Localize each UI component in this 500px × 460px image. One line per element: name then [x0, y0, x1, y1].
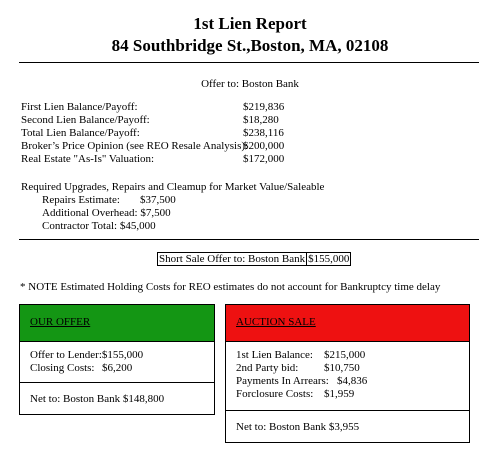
auction-sale-panel: [225, 304, 470, 443]
balance-label: Broker’s Price Opinion (see REO Resale Analysis):: [21, 140, 249, 152]
auction-row-label: 2nd Party bid:: [236, 362, 299, 374]
contractor-line: Contractor Total: $45,000: [42, 220, 156, 232]
auction-row-value: $4,836: [337, 375, 368, 387]
our-offer-net: Net to: Boston Bank $148,800: [30, 393, 165, 405]
repairs-value: $37,500: [140, 194, 176, 206]
auction-row-label: Payments In Arrears:: [236, 375, 329, 387]
auction-net: Net to: Boston Bank $3,955: [236, 421, 360, 433]
auction-row-label: 1st Lien Balance:: [236, 349, 313, 361]
our-offer-panel: [19, 304, 215, 415]
balance-label: Total Lien Balance/Payoff:: [21, 127, 140, 139]
offer-to-lender: Offer to Lender:$155,000: [30, 349, 144, 361]
panel-divider: [226, 410, 469, 411]
report-title: 1st Lien Report: [193, 14, 307, 33]
balance-value: $238,116: [243, 127, 284, 139]
balance-value: $200,000: [243, 140, 285, 152]
auction-sale-header: [226, 305, 469, 342]
overhead-line: Additional Overhead: $7,500: [42, 207, 171, 219]
divider: [19, 62, 479, 63]
offer-to-line: Offer to: Boston Bank: [201, 78, 299, 90]
upgrades-heading: Required Upgrades, Repairs and Cleamup for Market Value/Saleable: [21, 181, 325, 193]
auction-sale-title: AUCTION SALE: [236, 316, 316, 328]
closing-costs-value: $6,200: [102, 362, 133, 374]
auction-row-label: Forclosure Costs:: [236, 388, 314, 400]
balance-value: $172,000: [243, 153, 285, 165]
closing-costs-label: Closing Costs:: [30, 362, 95, 374]
balance-value: $18,280: [243, 114, 279, 126]
panel-divider: [20, 382, 214, 383]
divider: [19, 239, 479, 240]
balance-label: Second Lien Balance/Payoff:: [21, 114, 150, 126]
short-sale-offer: [157, 253, 351, 266]
holding-costs-note: * NOTE Estimated Holding Costs for REO estimates do not account for Bankruptcy time delay: [20, 281, 441, 293]
auction-row-value: $1,959: [324, 388, 355, 400]
our-offer-title: OUR OFFER: [30, 316, 91, 328]
balance-label: First Lien Balance/Payoff:: [21, 101, 138, 113]
repairs-label: Repairs Estimate:: [42, 194, 120, 206]
auction-row-value: $215,000: [324, 349, 366, 361]
our-offer-header: [20, 305, 214, 342]
auction-row-value: $10,750: [324, 362, 360, 374]
short-sale-value: $155,000: [308, 253, 350, 265]
short-sale-label: Short Sale Offer to: Boston Bank: [159, 253, 306, 265]
balance-value: $219,836: [243, 101, 285, 113]
balance-label: Real Estate "As-Is" Valuation:: [21, 153, 155, 165]
property-address: 84 Southbridge St.,Boston, MA, 02108: [111, 36, 389, 55]
